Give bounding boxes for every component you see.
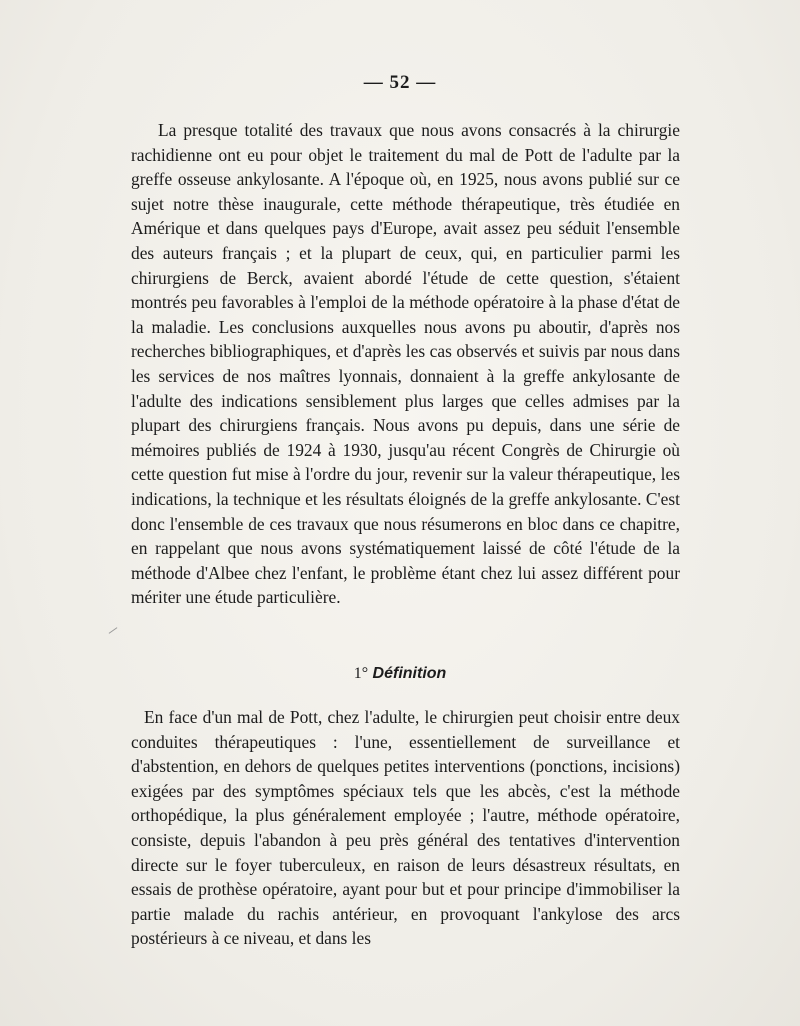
section-number: 1° — [353, 665, 369, 682]
paragraph-intro: La presque totalité des travaux que nous avons consacrés à la chirurgie rachidienne ont eu pour objet le traitement du mal de Pott de l'adulte par la greffe osseuse ankylosante. A l'époque où, en 1925, nous avons publié sur ce sujet notre thèse inaugurale, cette méthode thérapeutique, très étudiée en Amérique et dans quelques pays d'Europe, avait assez peu séduit l'ensemble des auteurs français ; et la plupart de ceux, qui, en particulier parmi les chirurgiens de Berck, avaient abordé l'étude de cette question, s'étaient montrés peu favorables à l'emploi de la méthode opératoire à la phase d'état de la maladie. Les conclusions auxquelles nous avons pu aboutir, d'après nos recherches bibliographiques, et d'après les cas observés et suivis par nous dans les services de nos maîtres lyonnais, donnaient à la greffe ankylosante de l'adulte des indications sensiblement plus larges que celles admises par la plupart des chirurgiens français. Nous avons pu depuis, dans une série de mémoires publiés de 1924 à 1930, jusqu'au récent Congrès de Chirurgie où cette question fut mise à l'ordre du jour, revenir sur la valeur thérapeutique, les indications, la technique et les résultats éloignés de la greffe ankylosante. C'est donc l'ensemble de ces travaux que nous résumerons en bloc dans ce chapitre, en rappelant que nous avons systématiquement laissé de côté l'étude de la méthode d'Albee chez l'enfant, le problème étant chez lui assez différent pour mériter une étude particulière. — [131, 120, 680, 608]
margin-mark — [109, 627, 118, 634]
paragraph-definition: En face d'un mal de Pott, chez l'adulte, le chirurgien peut choisir entre deux conduites thérapeutiques : l'une, essentiellement de surveillance et d'abstention, en dehors de quelques petites interventions (ponctions, incisions) exigées par des symptômes spéciaux tels que les abcès, c'est la méthode orthopédique, la plus généralement employée ; l'autre, méthode opératoire, consiste, depuis l'abandon à peu près général des tentatives d'intervention directe sur le foyer tuberculeux, en raison de leurs désastreux résultats, en essais de prothèse opératoire, ayant pour but et pour principe d'immobiliser la partie malade du rachis antérieur, en provoquant l'ankylose des arcs postérieurs à ce niveau, et dans les — [131, 707, 680, 949]
section-title: Définition — [372, 665, 447, 682]
page-number: — 52 — — [363, 72, 437, 93]
section-heading — [0, 665, 800, 683]
